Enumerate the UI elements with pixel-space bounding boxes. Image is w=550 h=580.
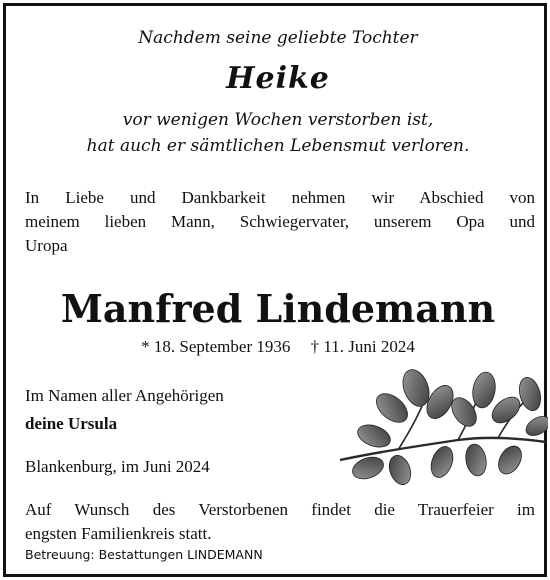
intro-line-1: Nachdem seine geliebte Tochter xyxy=(138,28,418,48)
place-date: Blankenburg, im Juni 2024 xyxy=(25,457,210,476)
beech-branch-icon xyxy=(338,368,548,488)
daughter-name: Heike xyxy=(226,61,330,96)
funeral-home-credit: Betreuung: Bestattungen LINDEMANN xyxy=(25,547,263,562)
farewell-paragraph xyxy=(25,186,535,258)
farewell-line-1: In Liebe und Dankbarkeit nehmen wir Abschied von xyxy=(25,188,535,207)
funeral-note xyxy=(25,498,535,546)
obituary-frame xyxy=(3,3,547,577)
funeral-note-line-1: Auf Wunsch des Verstorbenen findet die Trauerfeier im xyxy=(25,500,535,519)
deceased-name: Manfred Lindemann xyxy=(60,286,496,331)
funeral-note-line-2: engsten Familienkreis statt. xyxy=(25,524,212,543)
intro-line-3: hat auch er sämtlichen Lebensmut verloren. xyxy=(86,136,470,156)
farewell-line-2: meinem lieben Mann, Schwiegervater, unserem Opa und xyxy=(25,212,535,231)
death-date: † 11. Juni 2024 xyxy=(310,337,415,356)
intro-line-2: vor wenigen Wochen verstorben ist, xyxy=(122,110,434,130)
birth-date: * 18. September 1936 xyxy=(141,337,291,356)
farewell-line-3: Uropa xyxy=(25,236,68,255)
relatives-line: Im Namen aller Angehörigen xyxy=(25,386,224,405)
signer-name: deine Ursula xyxy=(25,414,118,433)
life-dates xyxy=(6,337,550,357)
